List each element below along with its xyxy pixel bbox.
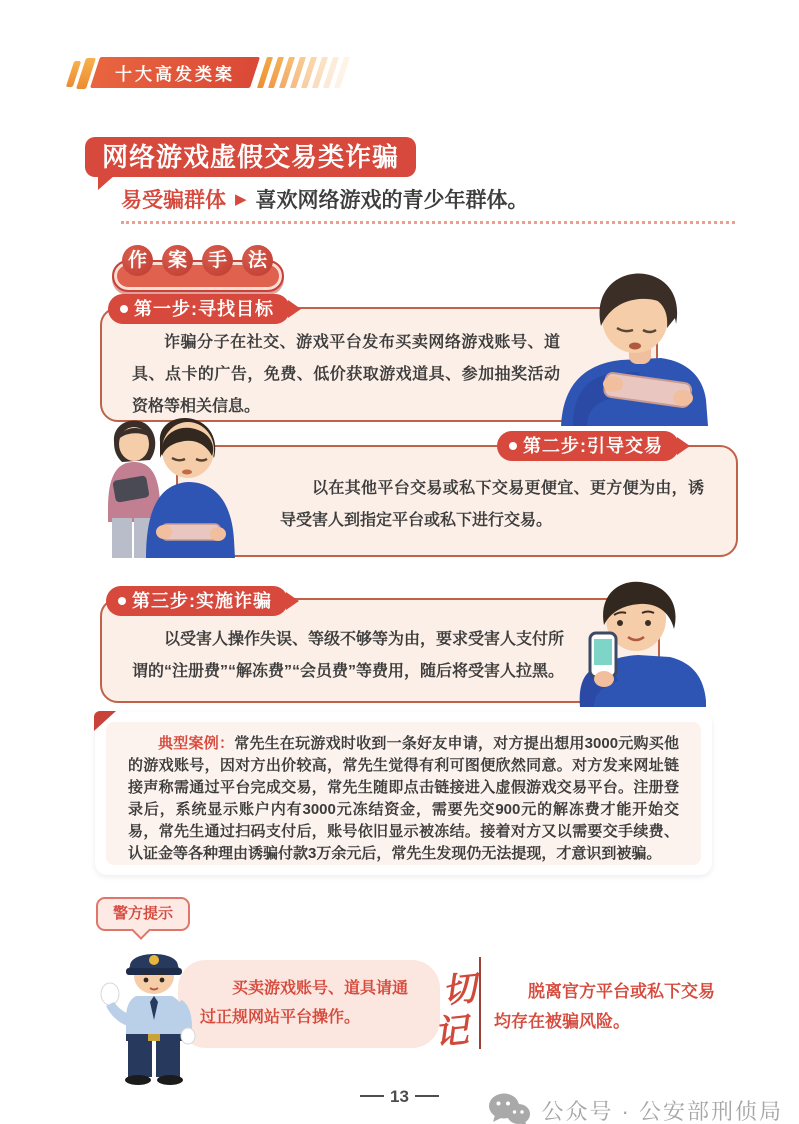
step1-label (108, 294, 290, 324)
wechat-account-footer (487, 1092, 783, 1124)
wechat-account-text: 公众号 · 公安部刑侦局 (541, 1098, 783, 1124)
risk-warning-text: 脱离官方平台或私下交易均存在被骗风险。 (494, 982, 715, 1031)
vertical-divider (479, 957, 481, 1049)
dash-line (415, 1095, 439, 1097)
bullet-icon (120, 305, 128, 313)
vulnerable-group-row (121, 184, 529, 214)
bullet-icon (509, 442, 517, 450)
method-char: 案 (162, 245, 193, 276)
teen-with-phone-illustration (552, 577, 712, 707)
method-char: 法 (242, 245, 273, 276)
police-advice-box (178, 960, 440, 1048)
police-advice-text: 买卖游戏账号、道具请通过正规网站平台操作。 (200, 980, 409, 1026)
dotted-divider (121, 221, 735, 224)
remember-char: 记 (432, 1010, 471, 1054)
bullet-icon (118, 597, 126, 605)
header-tag-ribbon (90, 57, 260, 88)
police-tip-bubble: 警方提示 (96, 897, 190, 931)
dash-line (360, 1095, 384, 1097)
step3-text: 以受害人操作失误、等级不够等为由，要求受害人支付所谓的“注册费”“解冻费”“会员费”等费用，随后将受害人拉黑。 (132, 631, 565, 680)
typical-case-card (95, 712, 712, 875)
remember-char: 切 (440, 968, 479, 1012)
banner-stripes (262, 57, 345, 88)
vulnerable-group-text: 喜欢网络游戏的青少年群体。 (255, 189, 529, 212)
header-tag-label: 十大高发类案 (115, 65, 235, 84)
step1-label-text: 第一步:寻找目标 (134, 299, 274, 319)
step2-text: 以在其他平台交易或私下交易更便宜、更方便为由，诱导受害人到指定平台或私下进行交易。 (280, 480, 704, 529)
step2-label (497, 431, 679, 461)
parent-and-teen-illustration (84, 412, 269, 558)
police-officer-illustration (96, 936, 206, 1086)
method-char: 作 (122, 245, 153, 276)
page-number: 13 (390, 1087, 409, 1106)
method-char: 手 (202, 245, 233, 276)
teen-playing-phone-illustration (543, 266, 718, 426)
step3-label (106, 586, 288, 616)
step3-label-text: 第三步:实施诈骗 (132, 591, 272, 611)
method-section-badge (112, 245, 284, 292)
typical-case-body: 常先生在玩游戏时收到一条好友申请，对方提出想用3000元购买他的游戏账号，因对方出价较高，常先生觉得有利可图便欣然同意。对方发来网址链接声称需通过平台完成交易，常先生随即点击链接进入虚假游戏交易平台。注册登录后，系统显示账户内有3000元冻结资金，需要先交900元的解冻费才能开始交易，常先生通过扫码支付后，账号依旧显示被冻结。接着对方又以需要交手续费、认证金等各种理由诱骗付款3万余元后，常先生发现仍无法提现，才意识到被骗。 (128, 735, 679, 863)
card-shadow-bar (105, 870, 701, 881)
typical-case-text (128, 733, 679, 865)
page-title: 网络游戏虚假交易类诈骗 (85, 137, 416, 177)
vulnerable-group-label: 易受骗群体 (121, 189, 226, 212)
triangle-right-icon: ▶ (235, 191, 247, 208)
typical-case-label: 典型案例： (158, 735, 235, 752)
step1-text: 诈骗分子在社交、游戏平台发布买卖网络游戏账号、道具、点卡的广告，免费、低价获取游戏道具、参加抽奖活动资格等相关信息。 (132, 334, 560, 415)
typical-case-panel (106, 722, 701, 865)
step2-label-text: 第二步:引导交易 (523, 436, 663, 456)
wechat-icon (487, 1092, 531, 1124)
